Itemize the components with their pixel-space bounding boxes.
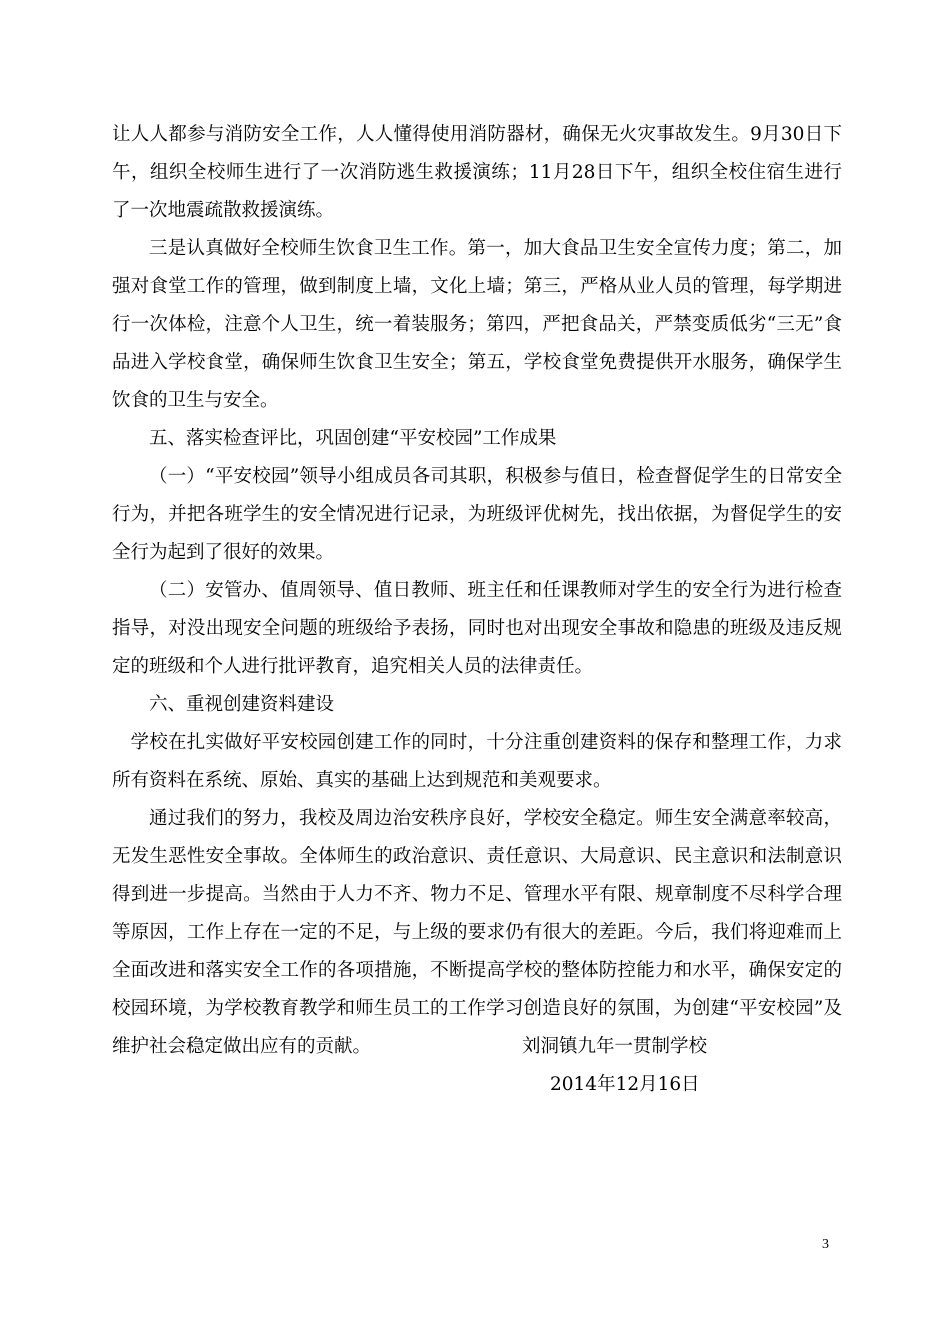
paragraph-conclusion: 通过我们的努力，我校及周边治安秩序良好，学校安全稳定。师生安全满意率较高，无发生恶性安全事故。全体师生的政治意识、责任意识、大局意识、民主意识和法制意识得到进一步提高。当然由于人力不齐、物力不足、管理水平有限、规章制度不尽科学合理等原因，工作上存在一定的不足，与上级的要求仍有很大的差距。今后，我们将迎难而上全面改进和落实安全工作的各项措施，不断提高学校的整体防控能力和水平，确保安定的校园环境，为学校教育教学和师生员工的工作学习创造良好的氛围，为创建“平安校园”及维护社会稳定做出应有的贡献。 bbox=[112, 808, 842, 1057]
signature-date: 2014年12月16日 bbox=[550, 1074, 700, 1095]
document-body bbox=[112, 116, 842, 1066]
section-heading-5: 五、落实检查评比，巩固创建“平安校园”工作成果 bbox=[149, 428, 557, 449]
page-number: 3 bbox=[822, 1237, 829, 1252]
section-heading-6: 六、重视创建资料建设 bbox=[149, 694, 335, 715]
paragraph-fire-safety-continued: 让人人都参与消防安全工作，人人懂得使用消防器材，确保无火灾事故发生。9月30日下午，组织全校师生进行了一次消防逃生救援演练；11月28日下午，组织全校住宿生进行了一次地震疏散救援演练。 bbox=[112, 124, 842, 221]
paragraph-5-1: （一）“平安校园”领导小组成员各司其职，积极参与值日，检查督促学生的日常安全行为，并把各班学生的安全情况进行记录，为班级评优树先，找出依据，为督促学生的安全行为起到了很好的效果。 bbox=[112, 466, 842, 563]
paragraph-5-2: （二）安管办、值周领导、值日教师、班主任和任课教师对学生的安全行为进行检查指导，对没出现安全问题的班级给予表扬，同时也对出现安全事故和隐患的班级及违反规定的班级和个人进行批评教育，追究相关人员的法律责任。 bbox=[112, 580, 842, 677]
paragraph-food-hygiene: 三是认真做好全校师生饮食卫生工作。第一，加大食品卫生安全宣传力度；第二，加强对食堂工作的管理，做到制度上墙，文化上墙；第三，严格从业人员的管理，每学期进行一次体检，注意个人卫生，统一着装服务；第四，严把食品关，严禁变质低劣“三无”食品进入学校食堂，确保师生饮食卫生安全；第五，学校食堂免费提供开水服务，确保学生饮食的卫生与安全。 bbox=[112, 238, 842, 411]
signature-organization: 刘洞镇九年一贯制学校 bbox=[522, 1036, 708, 1057]
paragraph-6-records: 学校在扎实做好平安校园创建工作的同时，十分注重创建资料的保存和整理工作，力求所有资料在系统、原始、真实的基础上达到规范和美观要求。 bbox=[112, 732, 842, 791]
